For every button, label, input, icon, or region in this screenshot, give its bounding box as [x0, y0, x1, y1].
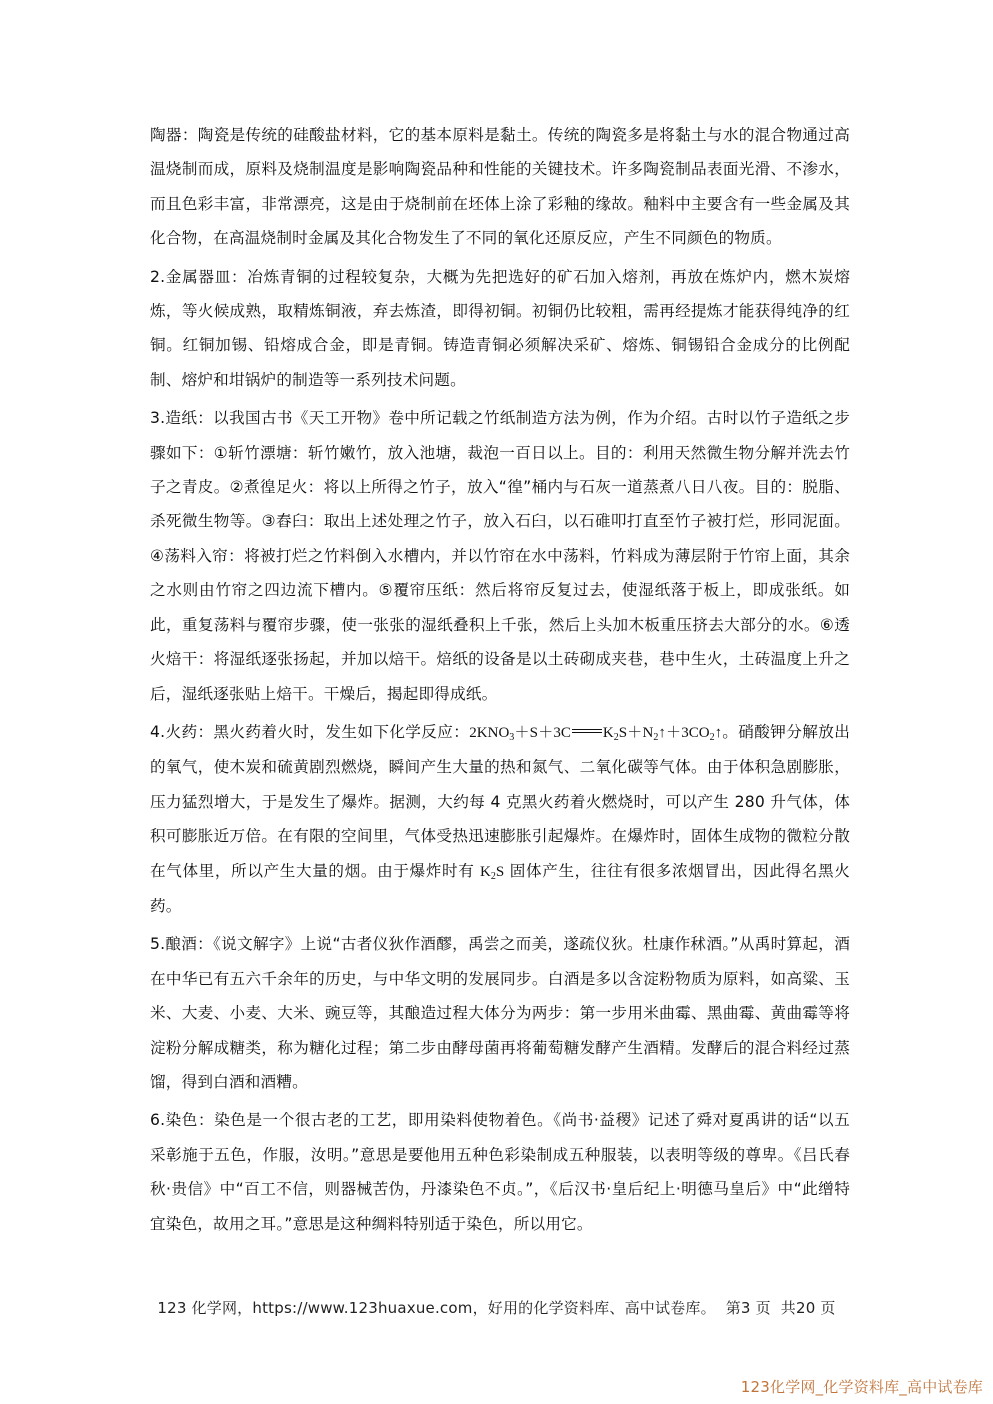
formula-kno3: 2KNO: [469, 724, 510, 741]
footer-spacer: [716, 1299, 726, 1317]
document-body: [150, 118, 850, 1245]
paragraph-winemaking: 5.酿酒：《说文解字》上说“古者仪狄作酒醪，禹尝之而美，遂疏仪狄。杜康作秫酒。”从禹时算起，酒在中华已有五六千余年的历史，与中华文明的发展同步。白酒是多以含淀粉物质为原料，如高粱、玉米、大麦、小麦、大米、豌豆等，其酿造过程大体分为两步：第一步用米曲霉、黑曲霉、黄曲霉等将淀粉分解成糖类，称为糖化过程；第二步由酵母菌再将葡萄糖发酵产生酒精。发酵后的混合料经过蒸馏，得到白酒和酒糟。: [150, 935, 850, 1091]
paragraph-ceramics: 陶器：陶瓷是传统的硅酸盐材料，它的基本原料是黏土。传统的陶瓷多是将黏土与水的混合物通过高温烧制而成，原料及烧制温度是影响陶瓷品种和性能的关键技术。许多陶瓷制品表面光滑、不渗水，而且色彩丰富，非常漂亮，这是由于烧制前在坯体上涂了彩釉的缘故。釉料中主要含有一些金属及其化合物，在高温烧制时金属及其化合物发生了不同的氧化还原反应，产生不同颜色的物质。: [150, 126, 850, 248]
page-footer: [0, 1297, 993, 1318]
k2s-formula: [480, 864, 504, 880]
formula-subscript: 2: [490, 870, 496, 882]
k2s-k: K: [480, 863, 491, 880]
gunpowder-equation: [469, 725, 722, 741]
k2s-s: S: [495, 863, 505, 880]
paragraph-metal-vessels: 2.金属器皿：冶炼青铜的过程较复杂，大概为先把选好的矿石加入熔剂，再放在炼炉内，燃木炭熔炼，等火候成熟，取精炼铜液，弃去炼渣，即得初铜。初铜仍比较粗，需再经提炼才能获得纯净的红铜。红铜加锡、铅熔成合金，即是青铜。铸造青铜必须解决采矿、熔炼、铜锡铅合金成分的比例配制、熔炉和坩锅炉的制造等一系列技术问题。: [150, 267, 850, 389]
formula-subscript: 2: [709, 731, 715, 743]
gunpowder-intro: 4.火药：黑火药着火时，发生如下化学反应：: [150, 722, 470, 741]
formula-subscript: 2: [653, 731, 659, 743]
formula-k: K: [602, 724, 614, 741]
gunpowder-ending: 固体产生，往往有很多浓烟冒出，因此得名黑火药。: [150, 861, 850, 915]
formula-gas-arrow: ↑: [714, 724, 723, 741]
corner-watermark: 123化学网_化学资料库_高中试卷库: [740, 1378, 983, 1396]
equals-sign: [572, 729, 602, 733]
gunpowder-body: 。硝酸钾分解放出的氧气，使木炭和硫黄剧烈燃烧，瞬间产生大量的热和氮气、二氧化碳等气体。由于体积急剧膨胀，压力猛烈增大，于是发生了爆炸。据测，大约每 4 克黑火药着火燃烧时，可以产生 280 升气体，体积可膨胀近万倍。在有限的空间里，气体受热迅速膨胀引起爆炸。在爆炸时，固体生成物的微粒分散在气体里，所以产生大量的烟。由于爆炸时有: [150, 722, 850, 880]
paragraph-gunpowder: [150, 715, 850, 923]
formula-co: ↑＋3CO: [658, 724, 710, 741]
paragraph-dyeing: 6.染色：染色是一个很古老的工艺，即用染料使物着色。《尚书·益稷》记述了舜对夏禹讲的话“以五采彰施于五色，作服，汝明。”意思是要他用五种色彩染制成五种服装，以表明等级的尊卑。《吕氏春秋·贵信》中“百工不信，则器械苦伪，丹漆染色不贞。”，《后汉书·皇后纪上·明德马皇后》中“此缯特宜染色，故用之耳。”意思是这种绸料特别适于染色，所以用它。: [150, 1111, 850, 1233]
formula-s-n: S＋N: [618, 724, 654, 741]
formula-subscript: 2: [613, 731, 619, 743]
formula-subscript: 3: [509, 731, 515, 743]
footer-page-number: 第3 页 共20 页: [725, 1299, 836, 1317]
footer-site-text: 123 化学网，https://www.123huaxue.com，好用的化学资料库、高中试卷库。: [157, 1299, 716, 1317]
formula-reactants: ＋S＋3C: [514, 724, 571, 741]
paragraph-papermaking: 3.造纸：以我国古书《天工开物》卷中所记载之竹纸制造方法为例，作为介绍。古时以竹子造纸之步骤如下：①斩竹漂塘：斩竹嫩竹，放入池塘，裁泡一百日以上。目的：利用天然微生物分解并洗去竹子之青皮。②煮徨足火：将以上所得之竹子，放入“徨”桶内与石灰一道蒸煮八日八夜。目的：脱脂、杀死微生物等。③舂臼：取出上述处理之竹子，放入石臼，以石碓叩打直至竹子被打烂，形同泥面。④荡料入帘：将被打烂之竹料倒入水槽内，并以竹帘在水中荡料，竹料成为薄层附于竹帘上面，其余之水则由竹帘之四边流下槽内。⑤覆帘压纸：然后将帘反复过去，使湿纸落于板上，即成张纸。如此，重复荡料与覆帘步骤，使一张张的湿纸叠积上千张，然后上头加木板重压挤去大部分的水。⑥透火焙干：将湿纸逐张扬起，并加以焙干。焙纸的设备是以土砖砌成夹巷，巷中生火，土砖温度上升之后，湿纸逐张贴上焙干。干燥后，揭起即得成纸。: [150, 409, 850, 703]
